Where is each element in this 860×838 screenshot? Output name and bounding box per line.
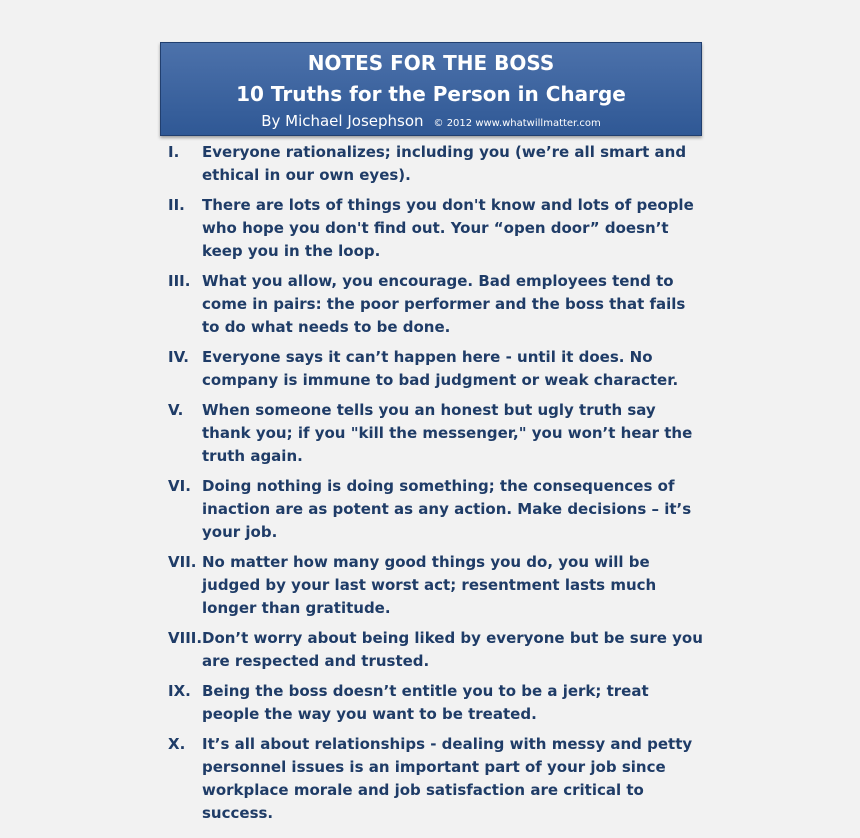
document-subtitle: 10 Truths for the Person in Charge (236, 82, 626, 106)
list-item (168, 551, 703, 620)
truths-list (168, 141, 703, 832)
copyright-notice: © 2012 www.whatwillmatter.com (433, 118, 601, 129)
list-item (168, 270, 703, 339)
item-numeral: VII. (168, 553, 197, 571)
item-text: Everyone rationalizes; including you (we’re all smart and ethical in our own eyes). (202, 143, 687, 184)
item-text: Everyone says it can’t happen here - until it does. No company is immune to bad judgment or weak character. (202, 348, 679, 389)
item-text: It’s all about relationships - dealing with messy and petty personnel issues is an important part of your job since workplace morale and job satisfaction are critical to success. (202, 735, 693, 822)
list-item (168, 627, 703, 673)
byline (161, 112, 701, 133)
item-numeral: III. (168, 272, 191, 290)
item-text: There are lots of things you don't know and lots of people who hope you don't find out. Your “open door” doesn’t keep you in the loop. (202, 196, 694, 260)
list-item (168, 141, 703, 187)
list-item (168, 399, 703, 468)
item-numeral: X. (168, 735, 186, 753)
item-text: Doing nothing is doing something; the consequences of inaction are as potent as any action. Make decisions – it’s your job. (202, 477, 692, 541)
item-text: What you allow, you encourage. Bad employees tend to come in pairs: the poor performer and the boss that fails to do what needs to be done. (202, 272, 686, 336)
item-text: Being the boss doesn’t entitle you to be a jerk; treat people the way you want to be treated. (202, 682, 649, 723)
item-numeral: VIII. (168, 629, 203, 647)
item-numeral: V. (168, 401, 184, 419)
item-text: No matter how many good things you do, you will be judged by your last worst act; resentment lasts much longer than gratitude. (202, 553, 657, 617)
item-text: When someone tells you an honest but ugly truth say thank you; if you "kill the messenger," you won’t hear the truth again. (202, 401, 693, 465)
list-item (168, 194, 703, 263)
item-numeral: I. (168, 143, 180, 161)
item-numeral: IX. (168, 682, 191, 700)
document-title: NOTES FOR THE BOSS (307, 51, 555, 75)
item-text: Don’t worry about being liked by everyone but be sure you are respected and trusted. (202, 629, 703, 670)
list-item (168, 346, 703, 392)
list-item (168, 475, 703, 544)
item-numeral: II. (168, 196, 185, 214)
list-item (168, 680, 703, 726)
list-item (168, 733, 703, 825)
item-numeral: VI. (168, 477, 191, 495)
item-numeral: IV. (168, 348, 189, 366)
header-banner (160, 42, 702, 136)
author-name: By Michael Josephson (261, 112, 424, 130)
